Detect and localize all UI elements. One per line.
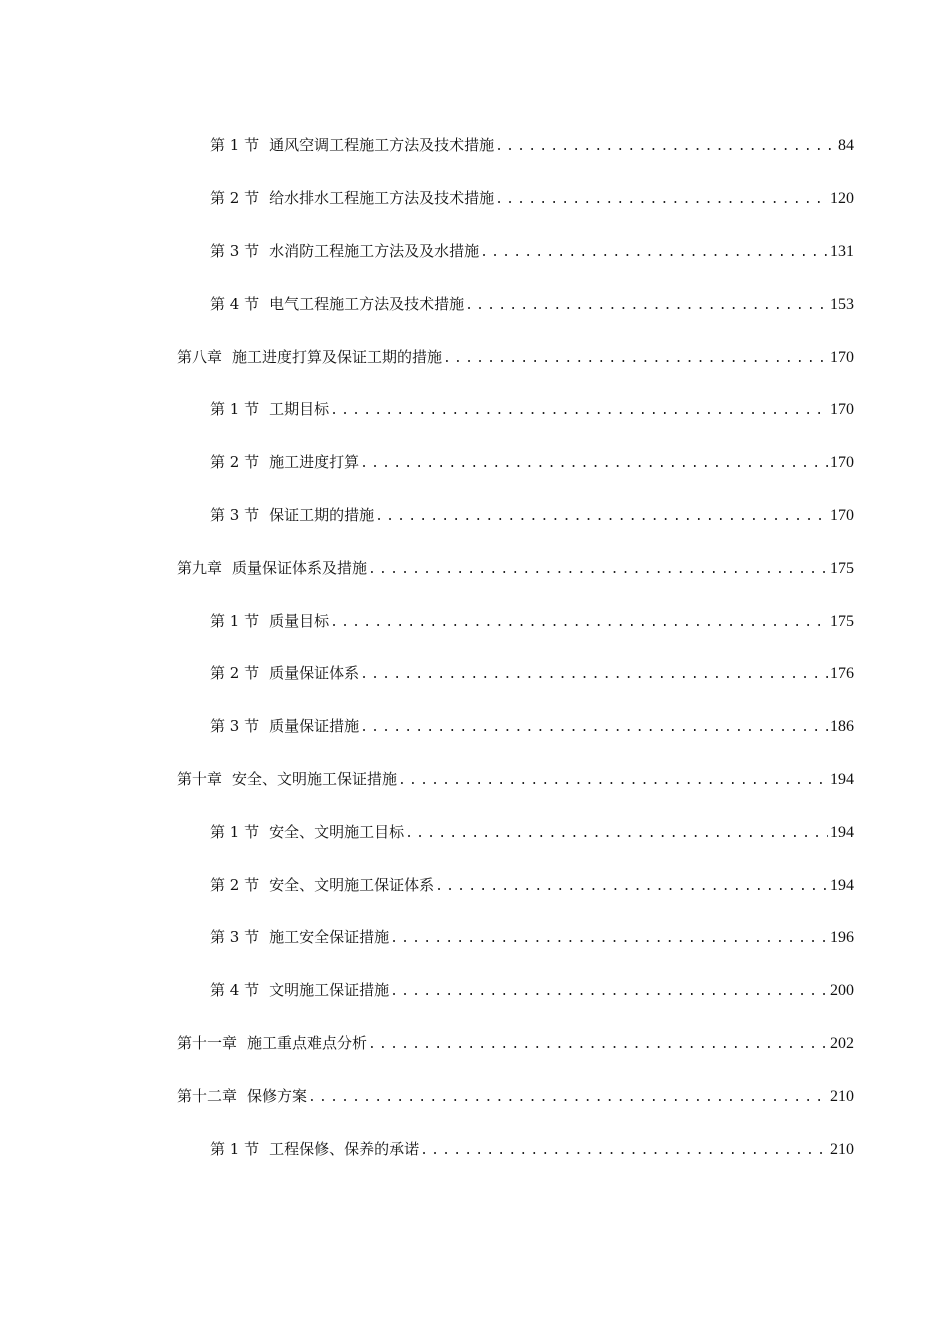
- toc-entry-page: 210: [830, 1087, 854, 1105]
- toc-entry-page: 210: [830, 1140, 854, 1158]
- toc-entry-page: 194: [830, 823, 854, 841]
- toc-entry[interactable]: [0, 595, 950, 648]
- toc-entry-number: 第十二章: [177, 1086, 238, 1105]
- toc-entry[interactable]: [0, 278, 950, 331]
- dot-leader: [494, 137, 836, 157]
- toc-entry-page: 170: [830, 401, 854, 419]
- dot-leader: [367, 560, 828, 580]
- toc-entry-title: 施工安全保证措施: [269, 928, 390, 947]
- dot-leader: [442, 349, 828, 369]
- toc-entry-title: 保修方案: [247, 1086, 308, 1105]
- dot-leader: [389, 982, 828, 1002]
- toc-entry[interactable]: [0, 859, 950, 912]
- toc-entry-page: 186: [830, 718, 854, 736]
- toc-entry-title: 给水排水工程施工方法及技术措施: [269, 189, 495, 208]
- toc-entry-number: 第 2 节: [210, 189, 260, 208]
- table-of-contents: [0, 120, 950, 1176]
- toc-entry[interactable]: [0, 226, 950, 279]
- toc-entry-number: 第 3 节: [210, 505, 260, 524]
- toc-entry-number: 第 1 节: [210, 400, 260, 419]
- dot-leader: [329, 401, 828, 421]
- toc-entry-number: 第八章: [177, 347, 223, 366]
- toc-entry-number: 第 1 节: [210, 822, 260, 841]
- dot-leader: [359, 665, 828, 685]
- toc-entry[interactable]: [0, 120, 950, 173]
- dot-leader: [419, 1141, 828, 1161]
- dot-leader: [479, 243, 828, 263]
- dot-leader: [389, 929, 828, 949]
- toc-entry[interactable]: [0, 806, 950, 859]
- toc-entry-number: 第 3 节: [210, 241, 260, 260]
- toc-entry-title: 质量保证措施: [269, 717, 360, 736]
- dot-leader: [359, 454, 828, 474]
- toc-entry[interactable]: [0, 542, 950, 595]
- toc-entry-page: 84: [838, 137, 854, 155]
- toc-entry-number: 第十章: [177, 769, 223, 788]
- dot-leader: [374, 507, 828, 527]
- toc-entry-page: 170: [830, 454, 854, 472]
- toc-entry-page: 202: [830, 1034, 854, 1052]
- toc-entry-number: 第 1 节: [210, 1139, 260, 1158]
- toc-entry[interactable]: [0, 965, 950, 1018]
- toc-entry-title: 施工进度打算: [269, 453, 360, 472]
- toc-entry-page: 200: [830, 982, 854, 1000]
- toc-entry[interactable]: [0, 1123, 950, 1176]
- toc-entry-page: 170: [830, 348, 854, 366]
- toc-entry-page: 120: [830, 190, 854, 208]
- toc-entry[interactable]: [0, 1018, 950, 1071]
- toc-entry-title: 施工进度打算及保证工期的措施: [232, 347, 443, 366]
- toc-entry[interactable]: [0, 490, 950, 543]
- toc-entry-title: 电气工程施工方法及技术措施: [269, 294, 465, 313]
- toc-entry-title: 安全、文明施工目标: [269, 822, 405, 841]
- toc-entry-page: 153: [830, 295, 854, 313]
- toc-entry[interactable]: [0, 173, 950, 226]
- dot-leader: [494, 190, 828, 210]
- dot-leader: [307, 1088, 828, 1108]
- toc-entry[interactable]: [0, 912, 950, 965]
- toc-entry-number: 第九章: [177, 558, 223, 577]
- toc-entry[interactable]: [0, 701, 950, 754]
- toc-entry-title: 质量目标: [269, 611, 330, 630]
- toc-entry-page: 176: [830, 665, 854, 683]
- dot-leader: [434, 877, 828, 897]
- toc-entry-title: 保证工期的措施: [269, 505, 375, 524]
- toc-entry-title: 水消防工程施工方法及及水措施: [269, 241, 480, 260]
- toc-entry-number: 第 4 节: [210, 981, 260, 1000]
- toc-entry-page: 194: [830, 770, 854, 788]
- dot-leader: [397, 771, 828, 791]
- toc-entry-title: 工期目标: [269, 400, 330, 419]
- toc-entry-number: 第 3 节: [210, 928, 260, 947]
- toc-entry-page: 196: [830, 929, 854, 947]
- toc-entry-page: 175: [830, 612, 854, 630]
- toc-entry[interactable]: [0, 437, 950, 490]
- toc-entry-page: 194: [830, 876, 854, 894]
- dot-leader: [367, 1035, 828, 1055]
- toc-entry-number: 第 3 节: [210, 717, 260, 736]
- toc-entry-title: 施工重点难点分析: [247, 1033, 368, 1052]
- dot-leader: [404, 824, 828, 844]
- toc-entry[interactable]: [0, 648, 950, 701]
- dot-leader: [329, 613, 828, 633]
- toc-entry-number: 第 2 节: [210, 875, 260, 894]
- toc-entry-title: 质量保证体系及措施: [232, 558, 368, 577]
- toc-entry[interactable]: [0, 754, 950, 807]
- toc-entry-title: 质量保证体系: [269, 664, 360, 683]
- toc-entry-title: 安全、文明施工保证体系: [269, 875, 435, 894]
- toc-entry-number: 第 4 节: [210, 294, 260, 313]
- toc-entry-title: 安全、文明施工保证措施: [232, 769, 398, 788]
- toc-entry-title: 通风空调工程施工方法及技术措施: [269, 136, 495, 155]
- toc-entry-number: 第 1 节: [210, 136, 260, 155]
- toc-entry-number: 第 2 节: [210, 453, 260, 472]
- toc-entry-number: 第 1 节: [210, 611, 260, 630]
- toc-entry-number: 第十一章: [177, 1033, 238, 1052]
- toc-entry[interactable]: [0, 384, 950, 437]
- toc-entry-number: 第 2 节: [210, 664, 260, 683]
- toc-entry-page: 170: [830, 506, 854, 524]
- toc-entry-page: 175: [830, 559, 854, 577]
- dot-leader: [464, 296, 828, 316]
- toc-entry[interactable]: [0, 331, 950, 384]
- toc-entry[interactable]: [0, 1070, 950, 1123]
- toc-entry-title: 工程保修、保养的承诺: [269, 1139, 420, 1158]
- toc-entry-page: 131: [830, 242, 854, 260]
- toc-entry-title: 文明施工保证措施: [269, 981, 390, 1000]
- dot-leader: [359, 718, 828, 738]
